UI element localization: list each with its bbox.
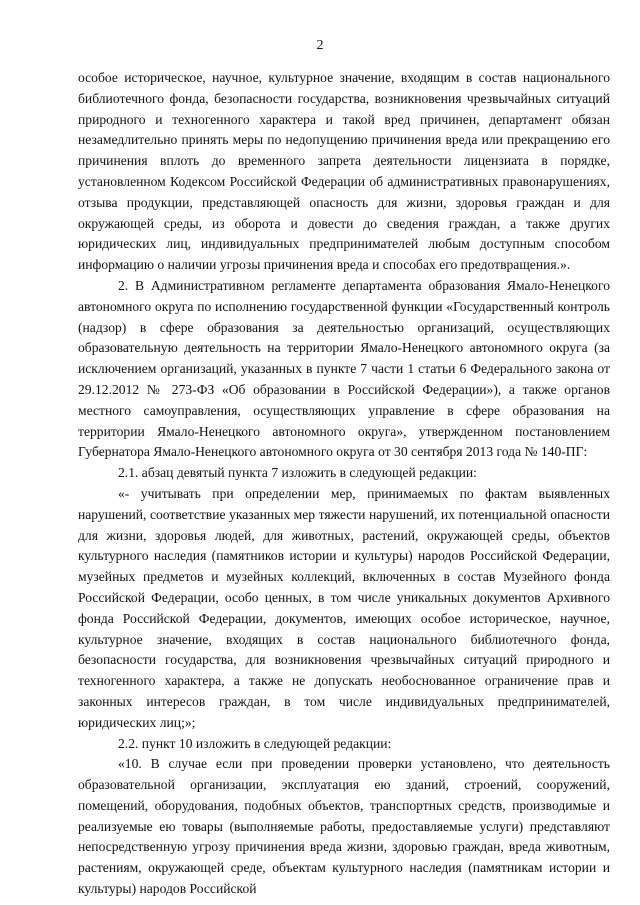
paragraph-item-2-2: 2.2. пункт 10 изложить в следующей редакции: [118,735,392,751]
paragraph-item-2: 2. В Административном регламенте департамента образования Ямало-Ненецкого автономного округа по исполнению государственной функции «Государственный контроль (надзор) в сфере образования за деятельностью организаций, осуществляющих образовательную деятельность на территории Ямало-Ненецкого автономного округа (за исключением организаций, указанных в пункте 7 части 1 статьи 6 Федерального закона от 29.12.2012 № 273-ФЗ «Об образовании в Российской Федерации»), а также органов местного самоуправления, осуществляющих управление в сфере образования на территории Ямало-Ненецкого автономного округа», утвержденном постановлением Губернатора Ямало-Ненецкого автономного округа от 30 сентября 2013 года № 140-ПГ: [78,277,610,460]
paragraph-quote-2-2: «10. В случае если при проведении проверки установлено, что деятельность образовательной организации, эксплуатация ею зданий, строений, сооружений, помещений, оборудования, подобных объектов, транспортных средств, производимые и реализуемые ею товары (выполняемые работы, предоставляемые услуги) представляют непосредственную угрозу причинения вреда жизни, здоровью граждан, вреда животным, растениям, окружающей среде, объектам культурного наследия (памятникам истории и культуры) народов Российской [78,756,610,897]
paragraph-continuation: особое историческое, научное, культурное значение, входящим в состав национального библиотечного фонда, безопасности государства, возникновения чрезвычайных ситуаций природного и техногенного характера и такой вред причинен, департамент обязан незамедлительно принять меры по недопущению причинения вреда или прекращению его причинения вплоть до временного запрета деятельности лицензиата в порядке, установленном Кодексом Российской Федерации об административных правонарушениях, отзыва продукции, представляющей опасность для жизни, здоровья граждан и для окружающей среды, из оборота и довести до сведения граждан, а также других юридических лиц, индивидуальных предпринимателей любым доступным способом информацию о наличии угрозы причинения вреда и способах его предотвращения.». [78,70,610,273]
paragraph-item-2-1: 2.1. абзац девятый пункта 7 изложить в следующей редакции: [118,465,477,481]
page-number: 2 [316,38,324,53]
paragraph-quote-2-1: «- учитывать при определении мер, принимаемых по фактам выявленных нарушений, соответствие указанных мер тяжести нарушений, их потенциальной опасности для жизни, здоровья людей, для животных, растений, окружающей среды, объектов культурного наследия (памятников истории и культуры) народов Российской Федерации, музейных предметов и музейных коллекций, включенных в состав Музейного фонда Российской Федерации, особо ценных, в том числе уникальных документов Архивного фонда Российской Федерации, документов, имеющих особое историческое, научное, культурное значение, входящих в состав национального библиотечного фонда, безопасности государства, для возникновения чрезвычайных ситуаций природного и техногенного характера, а также не допускать необоснованное ограничение прав и законных интересов граждан, в том числе индивидуальных предпринимателей, юридических лиц;»; [78,485,610,730]
document-body [78,68,610,900]
